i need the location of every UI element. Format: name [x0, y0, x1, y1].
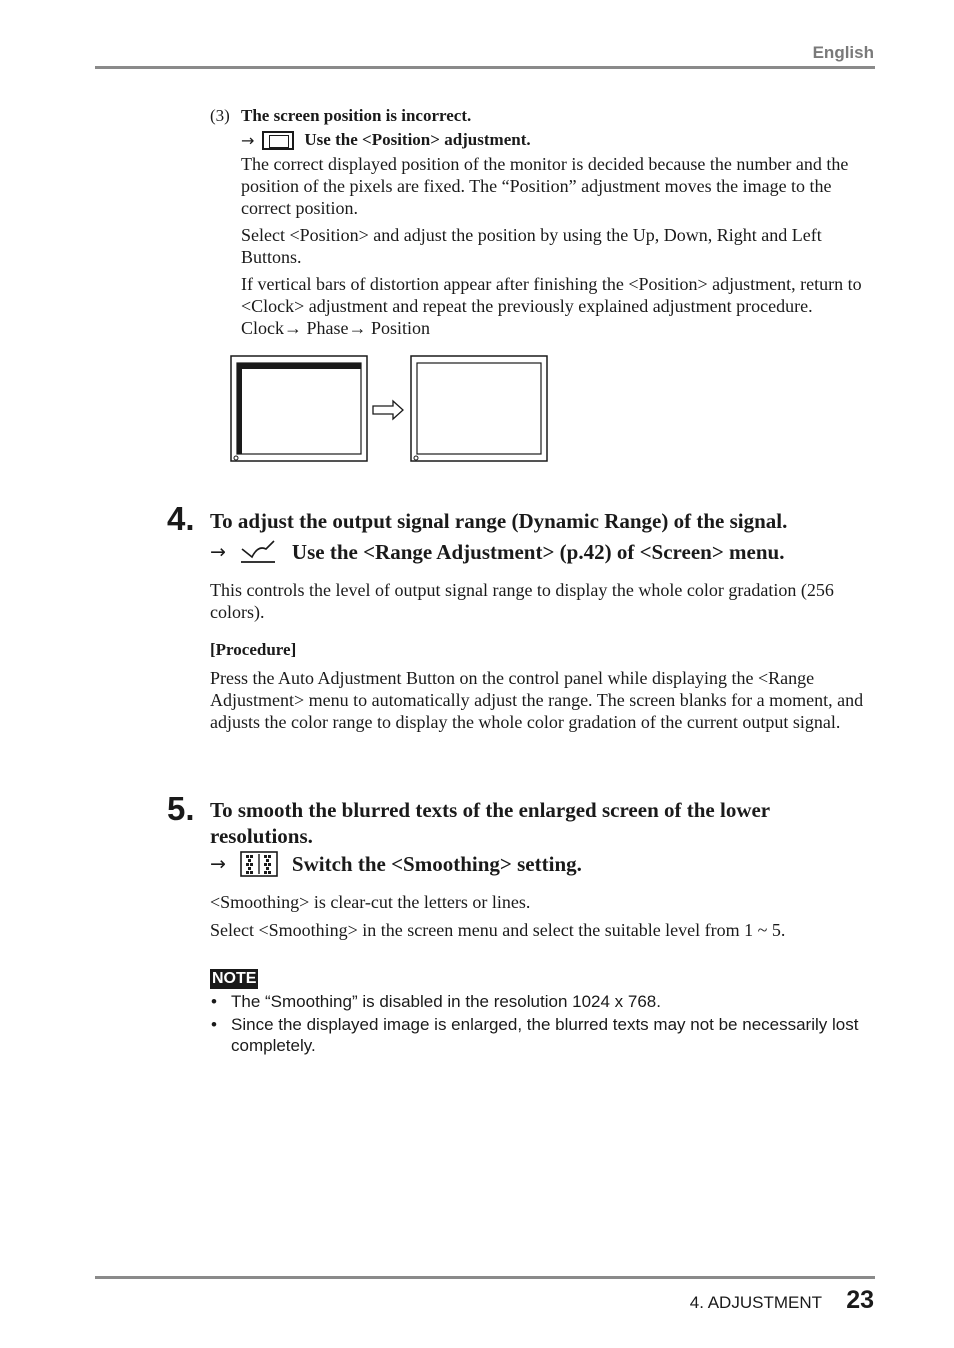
paragraph: Select <Position> and adjust the position by using the Up, Down, Right and Left Buttons.: [241, 225, 822, 267]
note-item: • Since the displayed image is enlarged, the blurred texts may not be necessarily lost completely.: [210, 1014, 870, 1056]
note-item: • The “Smoothing” is disabled in the resolution 1024 x 768.: [210, 991, 870, 1012]
step-description: This controls the level of output signal range to display the whole color gradation (256 colors).: [210, 580, 834, 622]
position-instruction: [241, 130, 531, 150]
smoothing-instruction: [210, 851, 582, 877]
section-number: (3): [210, 106, 230, 125]
paragraph: The correct displayed position of the monitor is decided because the number and the position of the pixels are fixed. The “Position” adjustment moves the image to the correct position.: [241, 154, 849, 218]
step-description: <Smoothing> is clear-cut the letters or lines.: [210, 892, 531, 912]
footer-section-title: 4. ADJUSTMENT: [689, 1293, 822, 1312]
right-arrow-icon: [373, 401, 403, 419]
note-list: [210, 991, 870, 1058]
page-number: 23: [846, 1286, 874, 1314]
range-adjustment-icon: [240, 539, 276, 565]
range-instruction: [210, 539, 784, 565]
monitor-after-illustration: [411, 356, 547, 461]
bottom-rule: [95, 1276, 875, 1279]
position-icon: [262, 131, 294, 150]
step-number: 4.: [167, 500, 195, 537]
step-number: 5.: [167, 790, 195, 827]
smoothing-instruction-text: Switch the <Smoothing> setting.: [291, 851, 582, 876]
monitor-before-illustration: [231, 356, 367, 461]
arrow-icon: →: [210, 541, 226, 563]
step-title: To smooth the blurred texts of the enlarged screen of the lower resolutions.: [210, 798, 770, 848]
position-instruction-text: Use the <Position> adjustment.: [304, 130, 531, 149]
header-language: English: [812, 43, 874, 62]
note-label: NOTE: [212, 970, 257, 987]
paragraph: If vertical bars of distortion appear after finishing the <Position> adjustment, return to <Clock> adjustment and repeat the previously explained adjustment procedure. Clock→ Phase→ Position: [241, 274, 862, 338]
section-body: [241, 153, 871, 339]
procedure-label: [Procedure]: [210, 640, 297, 659]
arrow-icon: →: [210, 853, 226, 875]
step-description: Select <Smoothing> in the screen menu and select the suitable level from 1 ~ 5.: [210, 920, 786, 940]
procedure-text: Press the Auto Adjustment Button on the control panel while displaying the <Range Adjustment> menu to automatically adjust the range. The screen blanks for a moment, and adjusts the color range to display the whole color gradation of the current output signal.: [210, 668, 864, 732]
arrow-icon: →: [241, 130, 255, 150]
step-title: To adjust the output signal range (Dynamic Range) of the signal.: [210, 509, 788, 533]
section-title: The screen position is incorrect.: [241, 106, 472, 125]
smoothing-icon: [240, 851, 278, 877]
top-rule: [95, 66, 875, 69]
position-adjustment-figure: [230, 354, 550, 464]
range-instruction-text: Use the <Range Adjustment> (p.42) of <Screen> menu.: [291, 539, 785, 564]
